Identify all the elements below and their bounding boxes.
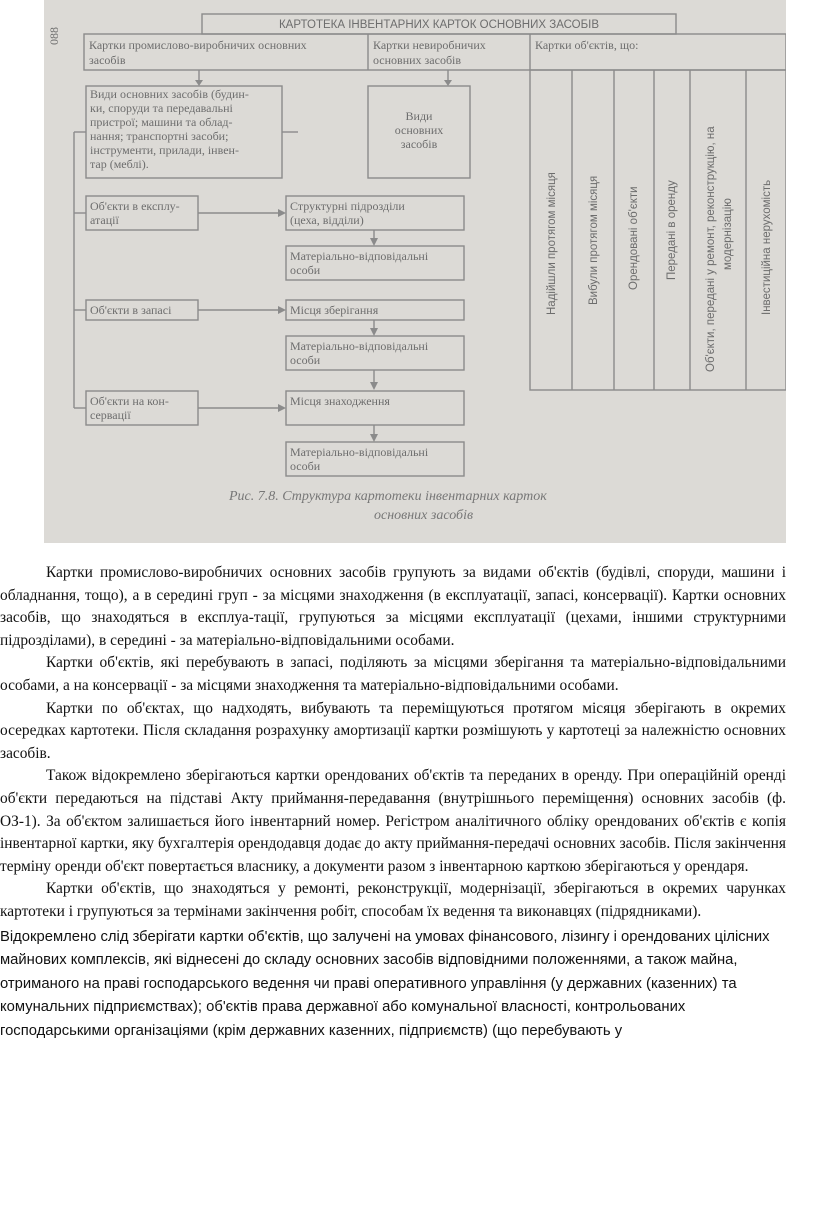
left-box-4-line1: Об'єкти на кон-: [90, 394, 169, 408]
col-disposed: Вибули протягом місяця: [588, 175, 600, 305]
left-box-1-line3: пристрої; машини та облад-: [90, 115, 233, 129]
mid-box-5-line1: Матеріально-відповідальні: [290, 339, 429, 353]
page-number: 088: [47, 27, 61, 45]
scanned-diagram: [44, 0, 786, 543]
left-box-2-line2: атації: [90, 213, 119, 227]
mid-box-2-line1: Структурні підрозділи: [290, 199, 405, 213]
left-box-1-line1: Види основних засобів (будин-: [90, 87, 249, 101]
paragraph-4: Також відокремлено зберігаються картки орендованих об'єктів та переданих в оренду. При операційній оренді об'єкти передаються на підставі Акту приймання-передавання (внутрішнього переміщення) основних засобів (ф. ОЗ-1). За об'єктом залишається його інвентарний номер. Регістром аналітичного обліку орендованих об'єктів є копія інвентарної картки, яку бухгалтерія орендодавця додає до акту приймання-передачі основних засобів. Після закінчення терміну оренди об'єкт повертається власнику, а документи разом з інвентарною карткою зберігаються у орендаря.: [0, 767, 786, 875]
left-box-1-line2: ки, споруди та передавальні: [90, 101, 233, 115]
top-box-objects-that: Картки об'єктів, що:: [535, 38, 639, 52]
paragraph-2: Картки об'єктів, які перебувають в запасі, поділяють за місцями зберігання та матеріально-відповідальними особами, а на консервації - за місцями знаходження та матеріально-відповідальними особами.: [0, 654, 786, 694]
paragraph-5: Картки об'єктів, що знаходяться у ремонті, реконструкції, модернізації, зберігаються в окремих чарунках картотеки і групуються за термінами закінчення робіт, способам їх ведення та виконавцях (підрядниками).: [0, 880, 786, 920]
col-investment-property: Інвестиційна нерухомість: [761, 179, 773, 315]
mid-box-3-line1: Матеріально-відповідальні: [290, 249, 429, 263]
mid-box-3-line2: особи: [290, 263, 321, 277]
left-box-1-line5: інструменти, прилади, інвен-: [90, 143, 239, 157]
col-received: Надійшли протягом місяця: [546, 172, 558, 315]
paragraph-3: Картки по об'єктах, що надходять, вибувають та переміщуються протягом місяця зберігають в окремих осередках картотеки. Після складання розрахунку амортизації картки розмішують у картотеці за належністю основних засобів.: [0, 699, 786, 762]
left-box-3-line1: Об'єкти в запасі: [90, 303, 172, 317]
mid-box-1-line3: засобів: [400, 137, 438, 151]
mid-box-6-line1: Місця знаходження: [290, 394, 390, 408]
mid-box-7-line2: особи: [290, 459, 321, 473]
left-box-2-line1: Об'єкти в експлу-: [90, 199, 180, 213]
body-text: [0, 562, 786, 1043]
col-leased-in: Орендовані об'єкти: [628, 186, 640, 290]
left-box-1-line6: тар (меблі).: [90, 157, 149, 171]
top-box-industrial-line1: Картки промислово-виробничих основних: [89, 38, 307, 52]
figure-caption-line2: основних засобів: [374, 508, 474, 523]
right-columns-frame: [530, 70, 786, 390]
col-repair-line2: модернізацію: [722, 198, 734, 270]
mid-box-1-line2: основних: [394, 123, 444, 137]
top-box-industrial-line2: засобів: [89, 53, 126, 67]
mid-box-5-line2: особи: [290, 353, 321, 367]
left-box-1-line4: нання; транспортні засоби;: [90, 129, 229, 143]
figure-caption-line1: Рис. 7.8. Структура картотеки інвентарних карток: [229, 489, 547, 504]
col-repair-line1: Об'єкти, передані у ремонт, реконструкцію, на: [705, 126, 717, 372]
diagram-svg: [44, 0, 786, 543]
left-box-4-line2: сервації: [90, 408, 131, 422]
mid-box-7-line1: Матеріально-відповідальні: [290, 445, 429, 459]
top-box-nonproduction-line2: основних засобів: [373, 53, 462, 67]
top-box-industrial: [89, 38, 307, 67]
col-leased-out: Передані в оренду: [666, 180, 678, 280]
top-box-nonproduction-line1: Картки невиробничих: [373, 38, 486, 52]
mid-box-4-line1: Місця зберігання: [290, 303, 379, 317]
paragraph-1: Картки промислово-виробничих основних засобів групують за видами об'єктів (будівлі, споруди, машини і обладнання, тощо), а в середині груп - за місцями знаходження (в експлуатації, запасі, консервації). Картки основних засобів, що знаходяться в експлуа-тації, групуються за місцями експлуатації (цехами, іншими структурними підрозділами), в середині - за матеріально-відповідальними особами.: [0, 564, 786, 649]
mid-box-2-line2: (цеха, відділи): [290, 213, 364, 227]
paragraph-6: Відокремлено слід зберігати картки об'єктів, що залучені на умовах фінансового, лізингу і орендованих цілісних майнових комплексів, які віднесені до складу основних засобів відповідними положеннями, а також майна, отриманого на праві господарського ведення чи праві оперативного управління (у державних (казенних) та комунальних підприємствах); об'єктів права державної або комунальної власності, контрольованих господарськими організаціями (крім державних казенних, підприємств) (що перебувають у: [0, 928, 770, 1039]
top-box-nonproduction: [373, 38, 486, 67]
mid-box-1-line1: Види: [405, 109, 433, 123]
diagram-title: КАРТОТЕКА ІНВЕНТАРНИХ КАРТОК ОСНОВНИХ ЗАСОБІВ: [278, 19, 600, 31]
